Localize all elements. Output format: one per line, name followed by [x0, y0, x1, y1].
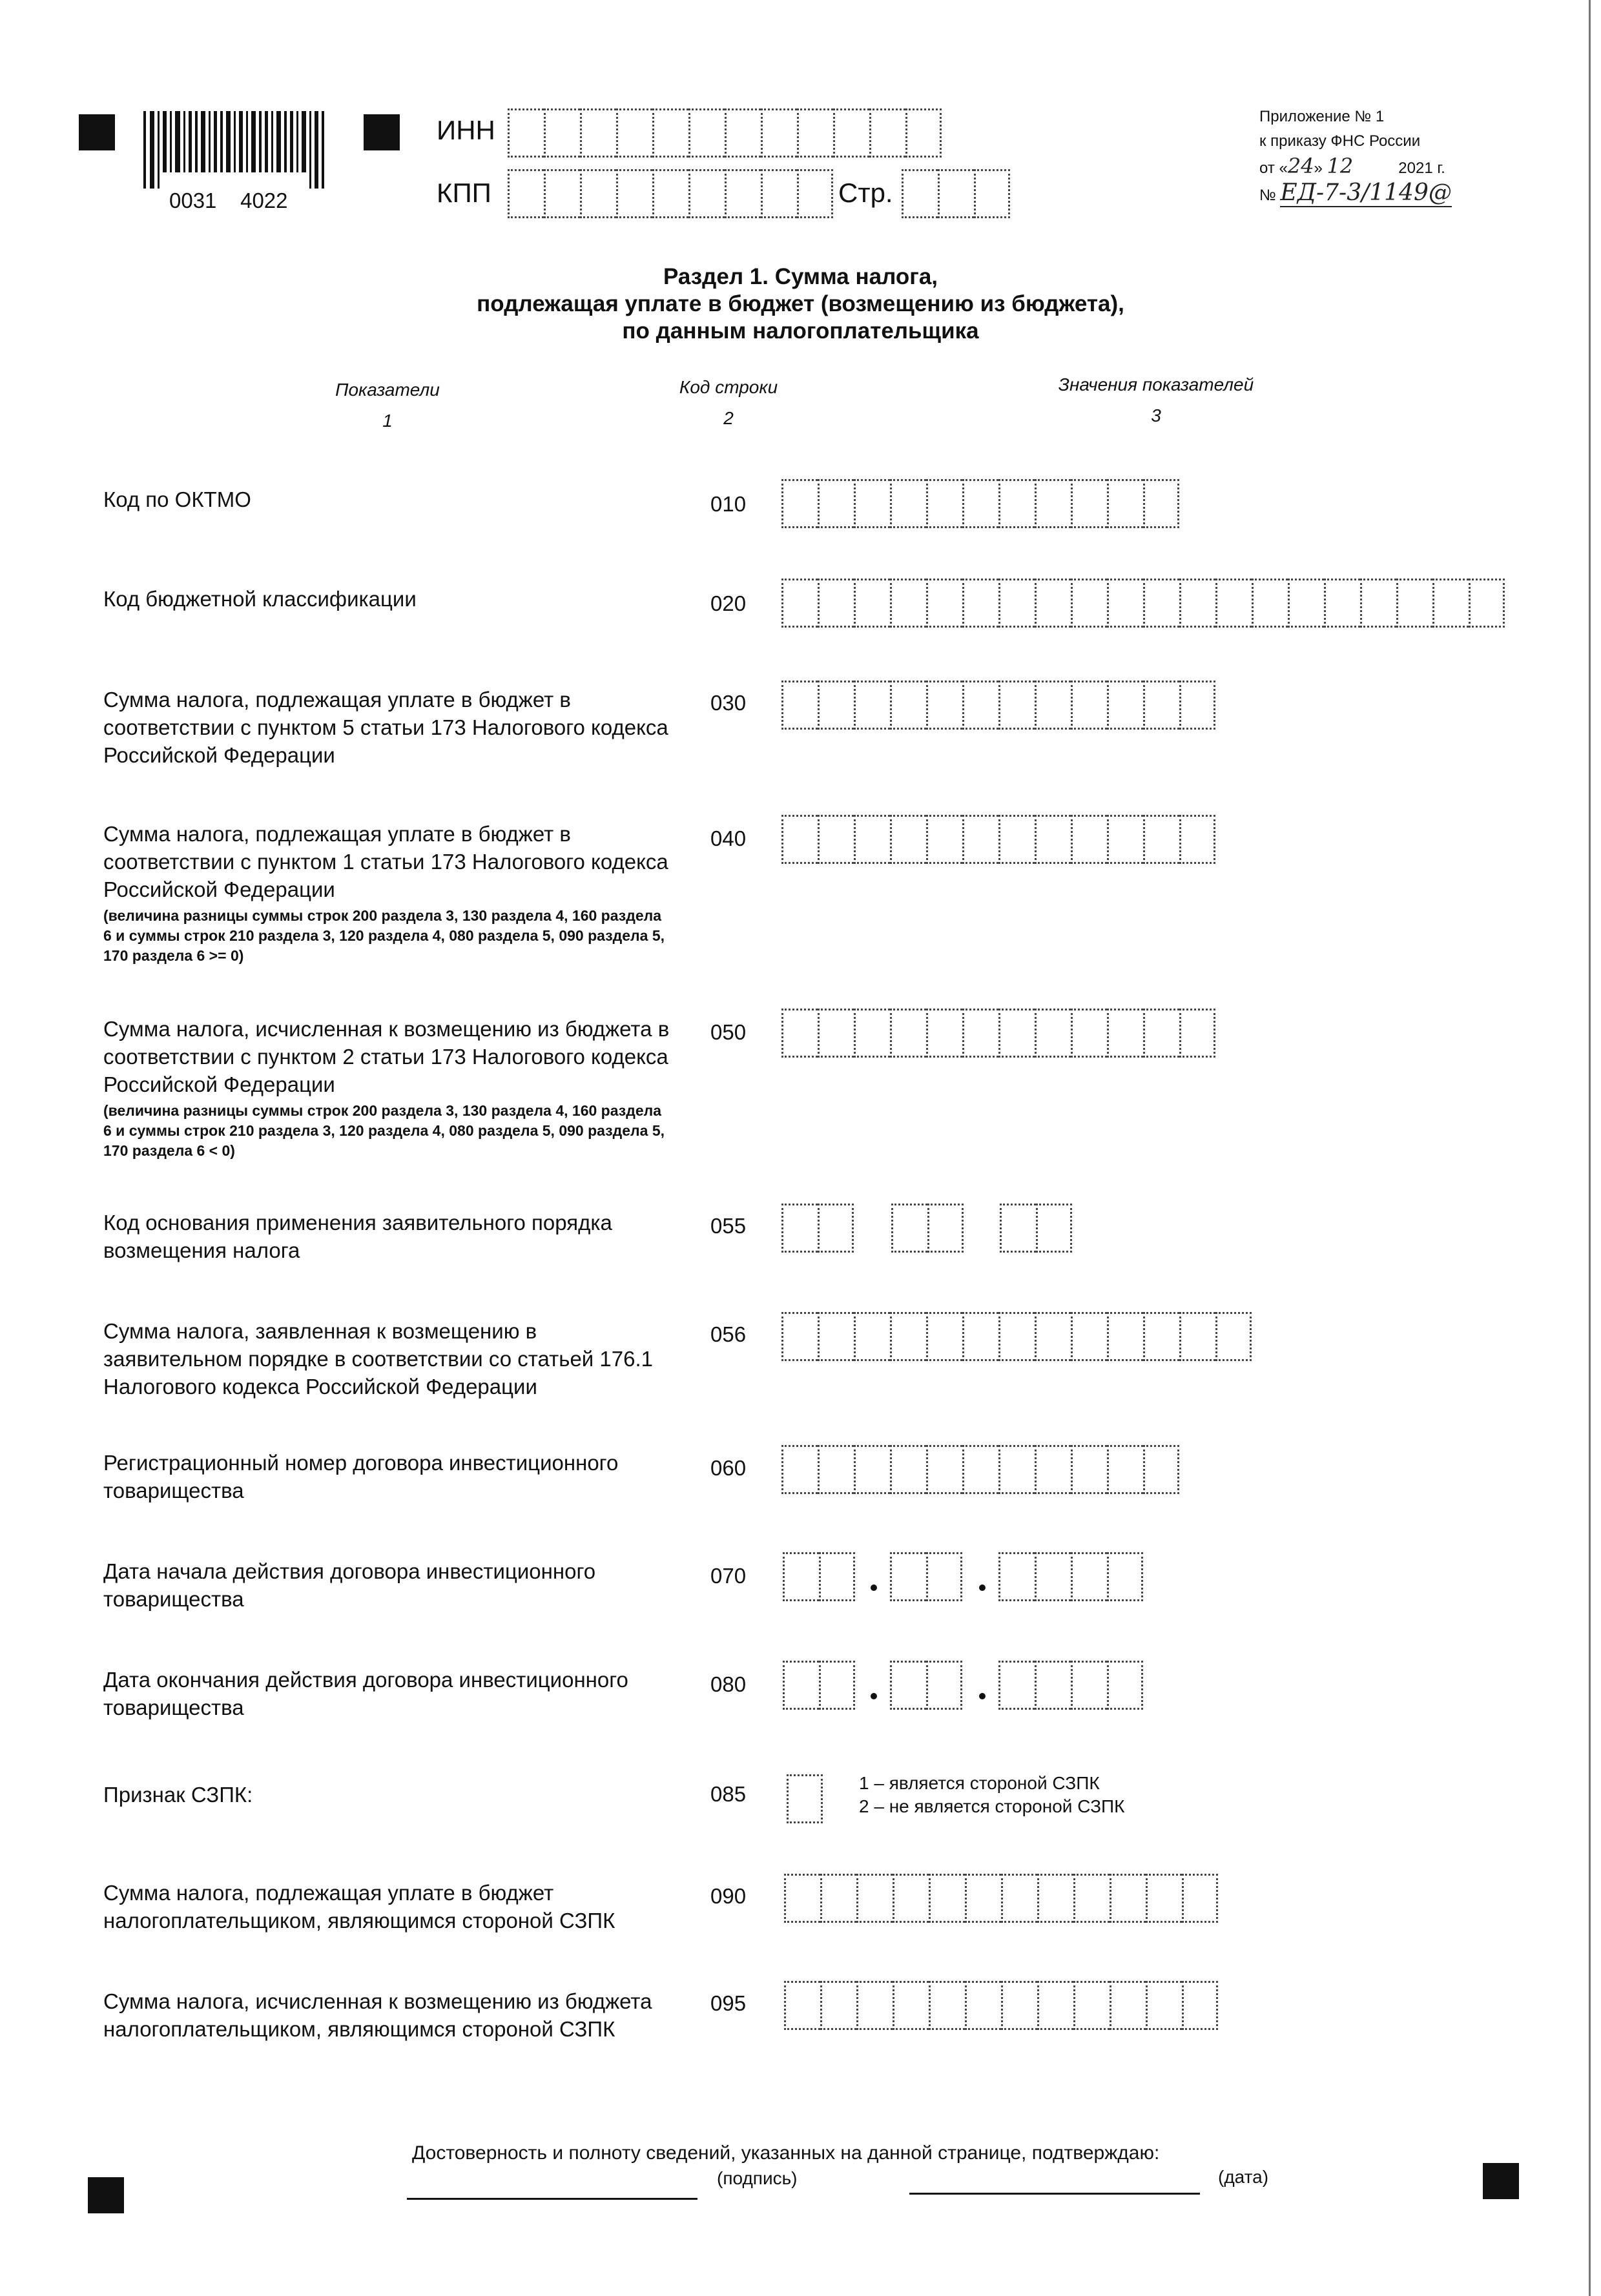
row-055-label: Код основания применения заявительного порядка возмещения налога: [103, 1211, 612, 1262]
row-056-label: Сумма налога, заявленная к возмещению в заявительном порядке в соответствии со статьей 176.1 Налогового кодекса Российской Федерации: [103, 1319, 653, 1399]
row-080-separator-2: [979, 1693, 986, 1699]
page-field[interactable]: [902, 169, 1010, 218]
barcode-bars: [141, 111, 335, 189]
szpk-option-2: 2 – не является стороной СЗПК: [859, 1796, 1125, 1816]
row-020-label: Код бюджетной классификации: [103, 587, 417, 611]
row-080-code: 080: [710, 1672, 747, 1696]
date-caption: (дата): [1218, 2167, 1269, 2187]
corner-marker-bottom-left: [88, 2177, 124, 2213]
row-070-separator-2: [979, 1584, 986, 1591]
row-085-field[interactable]: [787, 1774, 823, 1823]
row-040-note: (величина разницы суммы строк 200 раздела 3, 130 раздела 4, 160 раздела 6 и суммы строк 210 раздела 3, 120 раздела 4, 080 раздела 5, 090 раздела 5, 170 раздела 6 >= 0): [103, 907, 665, 964]
row-060-label: Регистрационный номер договора инвестиционного товарищества: [103, 1451, 619, 1502]
row-050-label: Сумма налога, исчисленная к возмещению из бюджета в соответствии с пунктом 2 статьи 173 Налогового кодекса Российской Федерации (величина разницы суммы строк 200 раздела 3, 130 раздела 4, 160 раздела 6 и суммы строк 210 раздела 3, 120 раздела 4, 080 раздела 5, 090 раздела 5, 170 раздела 6 < 0): [103, 1015, 672, 1161]
page-label: Стр.: [838, 178, 893, 208]
col3-header: Значения показателей 3: [1058, 374, 1254, 425]
appendix-line2: к приказу ФНС России: [1259, 132, 1421, 150]
row-020-code: 020: [710, 591, 747, 615]
row-070-label: Дата начала действия договора инвестиционного товарищества: [103, 1559, 596, 1611]
row-090-label: Сумма налога, подлежащая уплате в бюджет налогоплательщиком, являющимся стороной СЗПК: [103, 1881, 615, 1932]
row-080-month-field[interactable]: [890, 1661, 962, 1710]
row-010-code: 010: [710, 492, 747, 516]
row-010-field[interactable]: [781, 479, 1179, 528]
corner-marker-bottom-right: [1483, 2163, 1519, 2199]
title-line1: Раздел 1. Сумма налога,: [663, 264, 938, 289]
row-070-year-field[interactable]: [998, 1552, 1143, 1601]
row-070-month-field[interactable]: [890, 1552, 962, 1601]
row-050-field[interactable]: [781, 1009, 1215, 1058]
appendix-line1: Приложение № 1: [1259, 108, 1385, 125]
title-line3: по данным налогоплательщика: [622, 318, 979, 343]
inn-field[interactable]: [508, 108, 942, 158]
inn-label: ИНН: [437, 115, 495, 145]
row-060-code: 060: [710, 1456, 747, 1480]
row-056-field[interactable]: [781, 1312, 1252, 1361]
corner-marker-top-mid: [364, 114, 400, 150]
confirmation-text: Достоверность и полноту сведений, указанных на данной странице, подтверждаю:: [412, 2142, 1160, 2164]
szpk-options: [859, 1772, 1124, 1818]
row-055-code: 055: [710, 1214, 747, 1238]
szpk-option-1: 1 – является стороной СЗПК: [859, 1773, 1100, 1793]
kpp-field[interactable]: [508, 169, 833, 218]
barcode: [141, 111, 335, 189]
date-line[interactable]: [909, 2193, 1200, 2195]
row-030-field[interactable]: [781, 681, 1215, 730]
appendix-day: 24: [1287, 154, 1314, 178]
row-055-field-a[interactable]: [781, 1204, 854, 1253]
appendix-line3: от «24» 12 2021 г.: [1259, 154, 1445, 178]
page-edge: [1589, 0, 1591, 2296]
row-070-code: 070: [710, 1564, 747, 1588]
signature-line[interactable]: [407, 2198, 697, 2200]
title-line2: подлежащая уплате в бюджет (возмещению из бюджета),: [477, 291, 1124, 316]
barcode-digits: 0031 4022: [169, 189, 288, 212]
col2-header: Код строки 2: [679, 377, 778, 428]
row-055-field-c[interactable]: [1000, 1204, 1072, 1253]
row-080-day-field[interactable]: [783, 1661, 855, 1710]
row-056-code: 056: [710, 1322, 747, 1346]
row-030-code: 030: [710, 691, 747, 715]
row-040-field[interactable]: [781, 815, 1215, 864]
row-055-field-b[interactable]: [891, 1204, 964, 1253]
row-080-separator-1: [871, 1693, 877, 1699]
section-title: [0, 263, 1601, 345]
appendix-month: 12: [1327, 154, 1354, 178]
row-030-label: Сумма налога, подлежащая уплате в бюджет в соответствии с пунктом 5 статьи 173 Налогового кодекса Российской Федерации: [103, 688, 668, 767]
row-095-label: Сумма налога, исчисленная к возмещению из бюджета налогоплательщиком, являющимся стороной СЗПК: [103, 1989, 652, 2041]
kpp-label: КПП: [437, 178, 491, 208]
row-010-label: Код по ОКТМО: [103, 487, 251, 511]
row-080-year-field[interactable]: [998, 1661, 1143, 1710]
row-080-label: Дата окончания действия договора инвестиционного товарищества: [103, 1668, 628, 1719]
row-090-field[interactable]: [784, 1874, 1218, 1923]
appendix-block: [1259, 105, 1556, 208]
signature-caption: (подпись): [717, 2168, 798, 2188]
row-060-field[interactable]: [781, 1445, 1179, 1494]
col1-header: Показатели 1: [335, 380, 440, 431]
row-085-code: 085: [710, 1782, 747, 1806]
row-095-code: 095: [710, 1991, 747, 2015]
appendix-line4: № ЕД-7-3/1149@: [1259, 179, 1452, 206]
row-050-code: 050: [710, 1020, 747, 1044]
row-020-field[interactable]: [781, 579, 1505, 628]
appendix-order-number: ЕД-7-3/1149@: [1280, 179, 1452, 206]
row-050-note: (величина разницы суммы строк 200 раздела 3, 130 раздела 4, 160 раздела 6 и суммы строк 210 раздела 3, 120 раздела 4, 080 раздела 5, 090 раздела 5, 170 раздела 6 < 0): [103, 1102, 665, 1159]
row-040-label: Сумма налога, подлежащая уплате в бюджет в соответствии с пунктом 1 статьи 173 Налогового кодекса Российской Федерации (величина разницы суммы строк 200 раздела 3, 130 раздела 4, 160 раздела 6 и суммы строк 210 раздела 3, 120 раздела 4, 080 раздела 5, 090 раздела 5, 170 раздела 6 >= 0): [103, 820, 672, 966]
row-070-separator-1: [871, 1584, 877, 1591]
corner-marker-top-left: [79, 114, 115, 150]
row-095-field[interactable]: [784, 1981, 1218, 2030]
row-085-label: Признак СЗПК:: [103, 1783, 253, 1807]
row-090-code: 090: [710, 1884, 747, 1908]
row-040-code: 040: [710, 826, 747, 850]
row-070-day-field[interactable]: [783, 1552, 855, 1601]
